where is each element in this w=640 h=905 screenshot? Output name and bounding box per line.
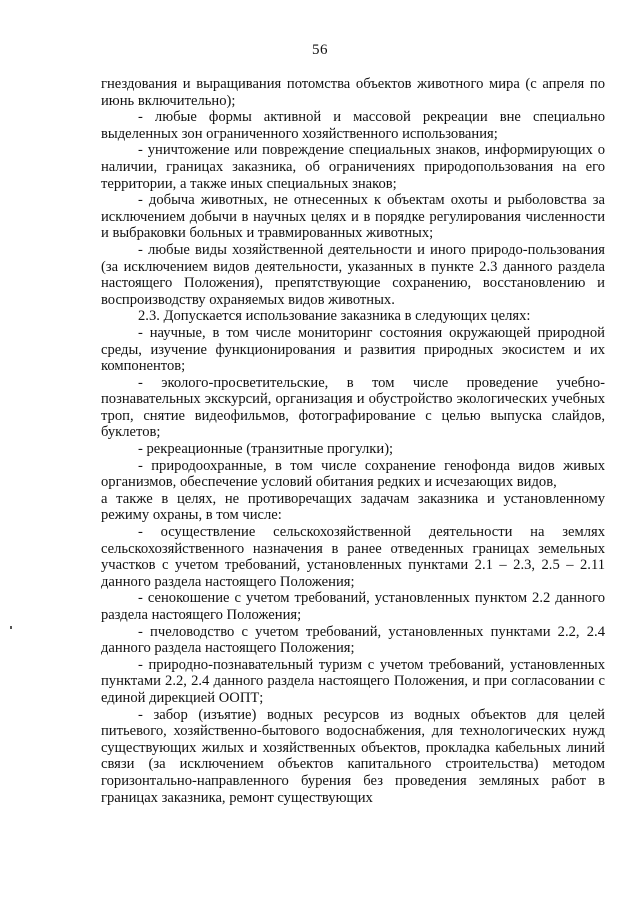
paragraph: 2.3. Допускается использование заказника в следующих целях: — [138, 308, 531, 325]
paragraph: - пчеловодство с учетом требований, установленных пунктами 2.2, 2.4 данного раздела настоящего Положения; — [101, 623, 605, 657]
paragraph: - любые формы активной и массовой рекреации вне специально выделенных зон ограниченного хозяйственного использования; — [101, 109, 605, 142]
paragraph: - забор (изъятие) водных ресурсов из водных объектов для целей питьевого, хозяйственно-бытового водоснабжения, для технологических нужд существующих жилых и хозяйственных объектов, прокладка кабельных линий связи (за исключением объектов капитального строительства) методом горизонтально-направленного бурения без проведения земляных работ в границах заказника, ремонт существующих — [101, 706, 605, 806]
paragraph: а также в целях, не противоречащих задачам заказника и установленному режиму охраны, в том числе: — [101, 490, 605, 524]
document-body — [101, 76, 605, 806]
paragraph: - осуществление сельскохозяйственной деятельности на землях сельскохозяйственного назначения в ранее отведенных границах земельных участков с учетом требований, установленных пунктами 2.1 – 2.3, 2.5 – 2.11 данного раздела настоящего Положения; — [101, 524, 605, 590]
paragraph: - рекреационные (транзитные прогулки); — [138, 441, 394, 458]
paragraph: - природно-познавательный туризм с учетом требований, установленных пунктами 2.2, 2.4 данного раздела настоящего Положения, и при согласовании с единой дирекцией ООПТ; — [101, 656, 605, 706]
scan-mark — [10, 626, 12, 629]
page-number: 56 — [312, 42, 328, 58]
paragraph: - природоохранные, в том числе сохранение генофонда видов живых организмов, обеспечение условий обитания редких и исчезающих видов, — [101, 457, 605, 491]
paragraph: гнездования и выращивания потомства объектов животного мира (с апреля по июнь включительно); — [101, 76, 605, 109]
paragraph: - добыча животных, не отнесенных к объектам охоты и рыболовства за исключением добычи в научных целях и в порядке регулирования численности и выбраковки больных и травмированных животных; — [101, 192, 605, 242]
paragraph: - уничтожение или повреждение специальных знаков, информирующих о наличии, границах заказника, об ограничениях природопользования на его территории, а также иных специальных знаков; — [101, 142, 605, 192]
paragraph: - научные, в том числе мониторинг состояния окружающей природной среды, изучение функционирования и развития природных экосистем и их компонентов; — [101, 324, 605, 375]
paragraph: - эколого-просветительские, в том числе проведение учебно-познавательных экскурсий, организация и обустройство экологических учебных троп, снятие видеофильмов, фотографирование с целью выпуска слайдов, буклетов; — [101, 374, 605, 441]
paragraph: - любые виды хозяйственной деятельности и иного природо-пользования (за исключением видов деятельности, указанных в пункте 2.3 данного раздела настоящего Положения), препятствующие сохранению, восстановлению и воспроизводству охраняемых видов животных. — [101, 241, 605, 308]
paragraph: - сенокошение с учетом требований, установленных пунктом 2.2 данного раздела настоящего Положения; — [101, 590, 605, 623]
